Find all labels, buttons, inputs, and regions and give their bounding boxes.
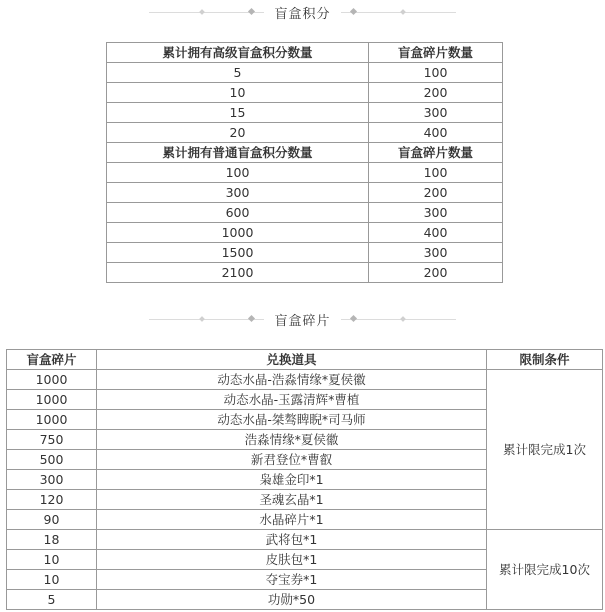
- table-row: [7, 370, 603, 390]
- table-row: [107, 103, 503, 123]
- cost-cell: 500: [7, 450, 97, 470]
- diamond-dot-icon: [400, 9, 406, 15]
- table-row: [107, 223, 503, 243]
- title-divider-right: [341, 319, 456, 320]
- table-row: [107, 203, 503, 223]
- title-divider-right: [341, 12, 456, 13]
- item-cell: 枭雄金印*1: [97, 470, 487, 490]
- cost-cell: 1000: [7, 410, 97, 430]
- fragments-cell: 400: [369, 223, 503, 243]
- fragments-cell: 300: [369, 103, 503, 123]
- points-cell: 300: [107, 183, 369, 203]
- fragments-cell: 400: [369, 123, 503, 143]
- points-cell: 1500: [107, 243, 369, 263]
- header-cell: 累计拥有高级盲盒积分数量: [107, 43, 369, 63]
- header-cell: 盲盒碎片数量: [369, 43, 503, 63]
- section-title-blindbox-points: [0, 1, 605, 23]
- item-cell: 皮肤包*1: [97, 550, 487, 570]
- table-row: [107, 63, 503, 83]
- fragments-cell: 200: [369, 83, 503, 103]
- table-row: [107, 83, 503, 103]
- diamond-dot-icon: [200, 316, 206, 322]
- limit-cell: 累计限完成1次: [487, 370, 603, 530]
- cost-cell: 750: [7, 430, 97, 450]
- item-cell: 浩淼情缘*夏侯徽: [97, 430, 487, 450]
- cost-cell: 10: [7, 550, 97, 570]
- section-title-blindbox-fragments: [0, 308, 605, 330]
- cost-cell: 90: [7, 510, 97, 530]
- points-cell: 2100: [107, 263, 369, 283]
- table-row: [7, 530, 603, 550]
- cost-cell: 300: [7, 470, 97, 490]
- cost-cell: 120: [7, 490, 97, 510]
- points-cell: 15: [107, 103, 369, 123]
- cost-cell: 1000: [7, 390, 97, 410]
- exchange-table: [6, 349, 603, 610]
- title-divider-left: [149, 12, 264, 13]
- item-cell: 武将包*1: [97, 530, 487, 550]
- table-header-row: [107, 43, 503, 63]
- item-cell: 新君登位*曹叡: [97, 450, 487, 470]
- header-cell-limit: 限制条件: [487, 350, 603, 370]
- points-cell: 1000: [107, 223, 369, 243]
- points-cell: 10: [107, 83, 369, 103]
- points-cell: 20: [107, 123, 369, 143]
- item-cell: 动态水晶-玉露清辉*曹植: [97, 390, 487, 410]
- table-header-row: [7, 350, 603, 370]
- diamond-dot-icon: [248, 7, 255, 14]
- section-title-text: 盲盒碎片: [274, 313, 331, 329]
- table-row: [107, 243, 503, 263]
- table-row: [107, 263, 503, 283]
- header-cell: 盲盒碎片数量: [369, 143, 503, 163]
- item-cell: 动态水晶-桀骜睥睨*司马师: [97, 410, 487, 430]
- points-cell: 100: [107, 163, 369, 183]
- title-divider-left: [149, 319, 264, 320]
- fragments-cell: 300: [369, 243, 503, 263]
- header-cell: 累计拥有普通盲盒积分数量: [107, 143, 369, 163]
- diamond-dot-icon: [349, 7, 356, 14]
- cost-cell: 5: [7, 590, 97, 610]
- item-cell: 功勋*50: [97, 590, 487, 610]
- item-cell: 水晶碎片*1: [97, 510, 487, 530]
- section-title-text: 盲盒积分: [274, 6, 331, 22]
- fragments-cell: 300: [369, 203, 503, 223]
- points-table: [106, 42, 503, 283]
- diamond-dot-icon: [200, 9, 206, 15]
- points-cell: 5: [107, 63, 369, 83]
- cost-cell: 10: [7, 570, 97, 590]
- fragments-cell: 100: [369, 63, 503, 83]
- fragments-cell: 200: [369, 263, 503, 283]
- table-row: [107, 183, 503, 203]
- header-cell-fragments: 盲盒碎片: [7, 350, 97, 370]
- fragments-cell: 200: [369, 183, 503, 203]
- cost-cell: 1000: [7, 370, 97, 390]
- diamond-dot-icon: [400, 316, 406, 322]
- cost-cell: 18: [7, 530, 97, 550]
- points-cell: 600: [107, 203, 369, 223]
- table-row: [107, 123, 503, 143]
- diamond-dot-icon: [349, 314, 356, 321]
- item-cell: 圣魂玄晶*1: [97, 490, 487, 510]
- fragments-cell: 100: [369, 163, 503, 183]
- diamond-dot-icon: [248, 314, 255, 321]
- item-cell: 动态水晶-浩淼情缘*夏侯徽: [97, 370, 487, 390]
- item-cell: 夺宝券*1: [97, 570, 487, 590]
- table-row: [107, 163, 503, 183]
- table-header-row: [107, 143, 503, 163]
- header-cell-item: 兑换道具: [97, 350, 487, 370]
- limit-cell: 累计限完成10次: [487, 530, 603, 610]
